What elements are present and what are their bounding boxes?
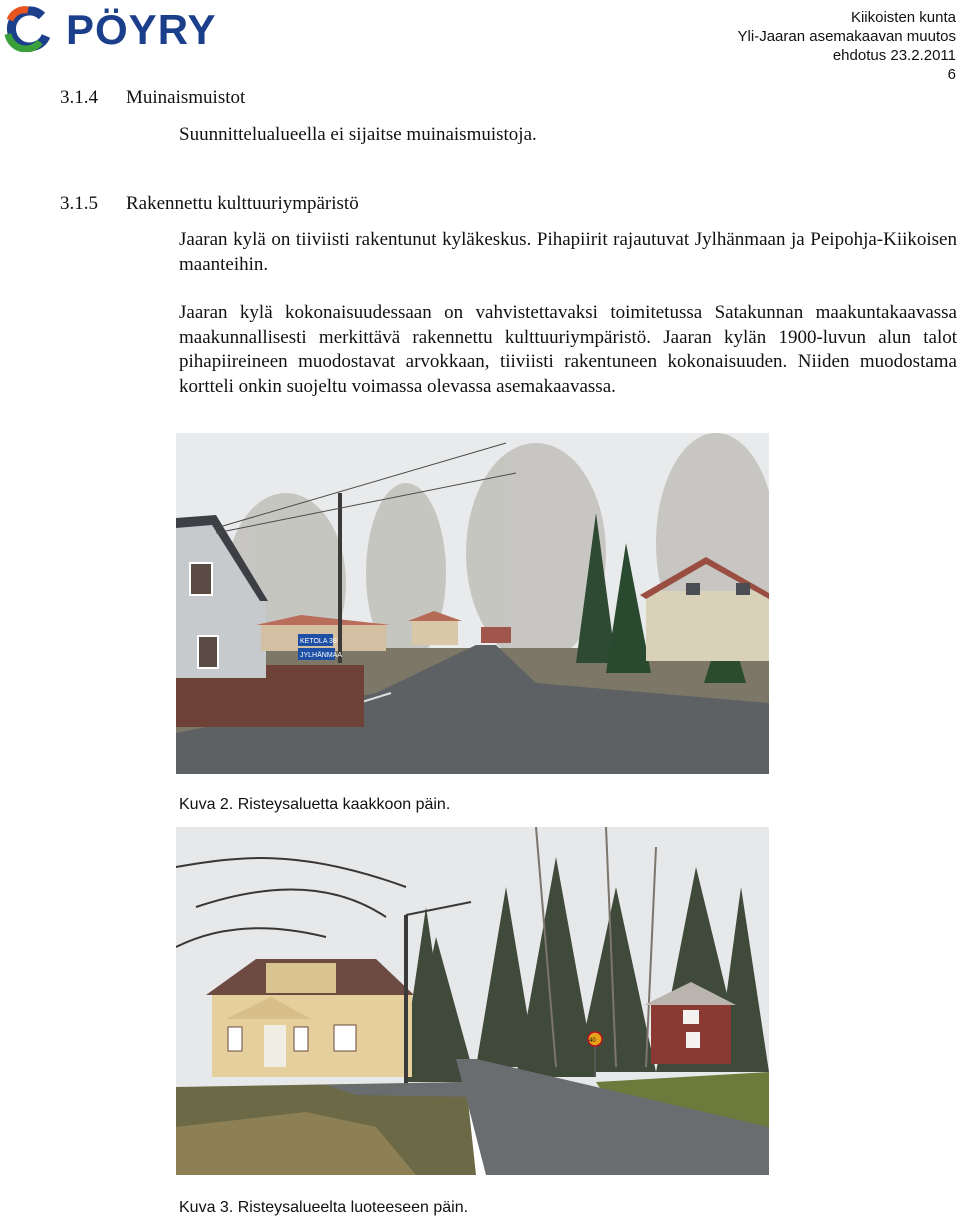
header-org: Kiikoisten kunta	[850, 9, 956, 26]
section-314-text: Suunnittelualueella ei sijaitse muinaismuistoja.	[179, 124, 537, 145]
section-315-para-1: Jaaran kylä on tiiviisti rakentunut kyläkeskus. Pihapiirit rajautuvat Jylhänmaan ja Peipohja-Kiikoisen maanteihin.	[179, 229, 957, 275]
section-number: 3.1.4	[60, 87, 98, 108]
section-heading-314	[60, 86, 245, 110]
figure-3-caption: Kuva 3. Risteysalueelta luoteeseen päin.	[179, 1199, 469, 1216]
section-title: Muinaismuistot	[126, 87, 246, 108]
figure-2-photo	[176, 433, 769, 774]
poyry-logo	[2, 4, 242, 52]
poyry-logo-icon	[2, 4, 62, 52]
crossroads-southeast-photo	[176, 433, 769, 774]
speed-sign-value: 40	[589, 1038, 596, 1044]
sign-jylhanmaa: JYLHÄNMAA	[300, 652, 343, 659]
header-project: Yli-Jaaran asemakaavan muutos	[737, 28, 956, 45]
section-number: 3.1.5	[60, 193, 98, 214]
section-title: Rakennettu kulttuuriympäristö	[126, 193, 359, 214]
sign-ketola: KETOLA 39	[300, 638, 337, 645]
figure-3-photo	[176, 827, 769, 1175]
page-number: 6	[947, 66, 956, 83]
page-header-info	[738, 8, 956, 84]
header-draft-date: ehdotus 23.2.2011	[832, 47, 956, 64]
figure-2-caption: Kuva 2. Risteysaluetta kaakkoon päin.	[179, 796, 451, 813]
crossroads-northwest-photo	[176, 827, 769, 1175]
section-heading-315	[60, 192, 359, 216]
logo-wordmark: PÖYRY	[66, 6, 217, 53]
section-315-para-2: Jaaran kylä kokonaisuudessaan on vahvistettavaksi toimitetussa Satakunnan maakuntakaavassa maakunnallisesti merkittävä rakennettu kulttuuriympäristö. Jaaran kylän 1900-luvun alun talot pihapiireineen muodostavat arvokkaan, tiiviisti rakentuneen kokonaisuuden. Niiden muodostama kortteli onkin suojeltu voimassa olevassa asemakaavassa.	[179, 302, 957, 397]
